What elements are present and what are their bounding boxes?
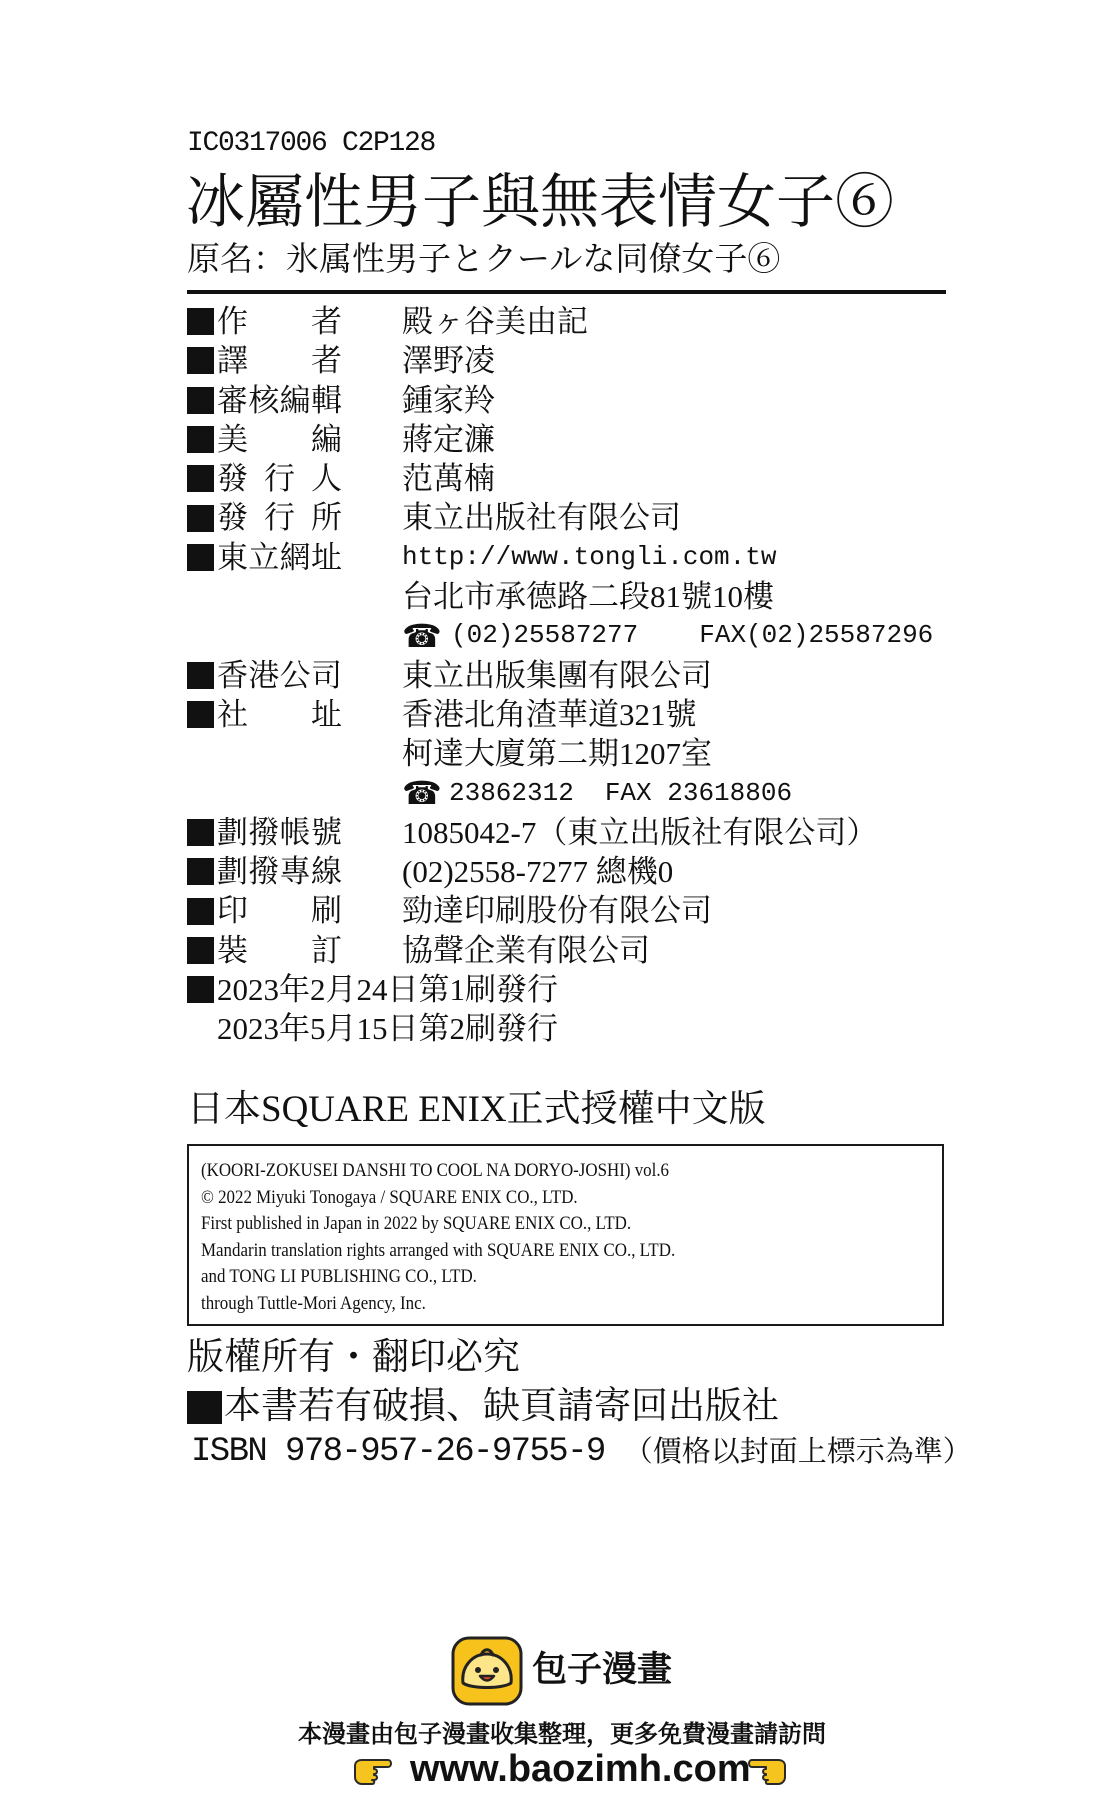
credit-label: 東立網址 [217,539,342,575]
credit-value: 1085042-7（東立出版社有限公司） [402,814,878,850]
credit-label-cell [187,931,402,970]
hk-address-line: 柯達大廈第二期1207室 [402,736,712,772]
credit-row-binder [187,931,933,970]
credit-label-cell [187,538,402,577]
credit-row-taipei-phone [187,616,933,655]
credit-row-hk-address [187,695,933,734]
pointing-left-hand-icon [746,1752,788,1786]
credit-label-cell [187,695,402,734]
black-square-icon [187,898,214,925]
bun-logo-icon [451,1636,523,1706]
credit-label-cell [187,302,402,341]
taipei-tel: (02)25587277 [451,620,639,651]
black-square-icon [187,308,214,335]
license-line: (KOORI-ZOKUSEI DANSHI TO COOL NA DORYO-JOSHI) vol.6 [201,1160,670,1181]
credit-label: 裝 訂 [217,932,342,968]
credit-value: 蔣定濂 [402,421,495,457]
credit-value: 東立出版集團有限公司 [402,657,712,693]
hk-tel: 23862312 [449,777,574,808]
black-square-icon [187,819,214,846]
black-square-icon [187,976,214,1003]
isbn-number: ISBN 978-957-26-9755-9 [191,1433,605,1471]
credit-row-reviewer [187,381,933,420]
damage-notice-text: 本書若有破損、缺頁請寄回出版社 [224,1386,779,1427]
credit-label: 劃撥帳號 [217,814,342,850]
credit-row-taipei-address [187,577,933,616]
credit-label-cell [187,656,402,695]
website-url: http://www.tongli.com.tw [402,541,777,572]
price-note: （價格以封面上標示為準） [623,1436,972,1468]
credit-label-cell [187,813,402,852]
black-square-icon [187,937,214,964]
credit-row-designer [187,420,933,459]
credit-value: (02)2558-7277 總機0 [402,854,674,890]
credit-label: 美 編 [217,421,342,457]
phone-icon [402,774,437,813]
credit-row-website [187,538,933,577]
credit-value: 香港北角渣華道321號 [402,696,697,732]
black-square-icon [187,858,214,885]
credit-row-postal-account [187,813,933,852]
credit-label: 印 刷 [217,893,342,929]
credit-row-hk-company [187,656,933,695]
credit-label: 審核編輯 [217,382,342,418]
credit-label: 作 者 [217,304,342,339]
black-square-icon [187,662,214,689]
credit-label-cell [187,498,402,537]
pointing-right-hand-icon [352,1752,394,1786]
credit-value: 協聲企業有限公司 [402,932,650,968]
credit-row-publisher-person [187,459,933,498]
credit-row-author [187,302,933,341]
license-line: through Tuttle-Mori Agency, Inc. [201,1292,426,1314]
black-square-icon [187,465,214,492]
credits-list [187,302,933,1049]
credit-value: 勁達印刷股份有限公司 [402,893,712,929]
credit-row-publisher [187,498,933,537]
black-square-icon [187,347,214,374]
credit-row-printer [187,891,933,930]
credit-label-cell [187,459,402,498]
hk-fax: FAX 23618806 [604,777,793,808]
title-divider [187,290,946,294]
watermark-message: 本漫畫由包子漫畫收集整理，更多免費漫畫請訪問 [298,1720,826,1748]
book-title: 冰屬性男子與無表情女子⑥ [186,169,895,235]
credit-row-hk-address-2 [187,734,933,773]
black-square-icon [187,426,214,453]
credit-label-cell [187,891,402,930]
license-line: Mandarin translation rights arranged with SQUARE ENIX CO., LTD. [201,1239,676,1261]
isbn-line [191,1432,972,1472]
credit-label: 譯 者 [217,343,342,379]
credit-label: 香港公司 [217,657,342,693]
credit-label-cell [187,341,402,380]
print-date: 2023年2月24日第1刷發行 [217,972,558,1008]
rights-reserved: 版權所有・翻印必究 [187,1337,520,1378]
credit-label: 社 址 [217,696,342,732]
black-square-icon [187,387,214,414]
credit-label: 劃撥專線 [217,854,342,890]
credit-label: 發 行 人 [217,461,342,497]
black-square-icon [187,544,214,571]
damage-notice [187,1385,779,1429]
license-heading: 日本SQUARE ENIX正式授權中文版 [187,1089,766,1130]
black-square-icon [187,1391,222,1424]
credit-row-postal-line [187,852,933,891]
credit-label-cell [187,420,402,459]
license-line: First published in Japan in 2022 by SQUARE ENIX CO., LTD. [201,1213,632,1235]
taipei-fax: FAX(02)25587296 [699,620,934,651]
black-square-icon [187,701,214,728]
print-history-second [187,1009,933,1048]
taipei-address: 台北市承德路二段81號10樓 [402,579,774,615]
print-history-first [187,970,933,1009]
credit-row-translator [187,341,933,380]
credit-value: 澤野凌 [402,343,495,379]
credit-value: 東立出版社有限公司 [402,500,681,536]
license-box [187,1144,944,1326]
watermark-brand: 包子漫畫 [532,1650,673,1690]
watermark-url: www.baozimh.com [410,1748,751,1790]
original-title: 原名：氷属性男子とクールな同僚女子⑥ [187,242,781,278]
license-line: and TONG LI PUBLISHING CO., LTD. [201,1266,477,1288]
credit-label: 發 行 所 [217,500,342,536]
phone-icon [402,617,437,656]
credit-label-cell [187,381,402,420]
credit-value: 范萬楠 [402,461,495,497]
credit-value: 殿ヶ谷美由記 [402,304,588,339]
credit-value: 鍾家羚 [402,382,495,418]
black-square-icon [187,505,214,532]
license-line: © 2022 Miyuki Tonogaya / SQUARE ENIX CO., LTD. [201,1186,578,1208]
credit-label-cell [187,852,402,891]
print-date: 2023年5月15日第2刷發行 [217,1011,558,1047]
catalog-codes: IC0317006 C2P128 [187,128,436,159]
credit-row-hk-phone [187,774,933,813]
